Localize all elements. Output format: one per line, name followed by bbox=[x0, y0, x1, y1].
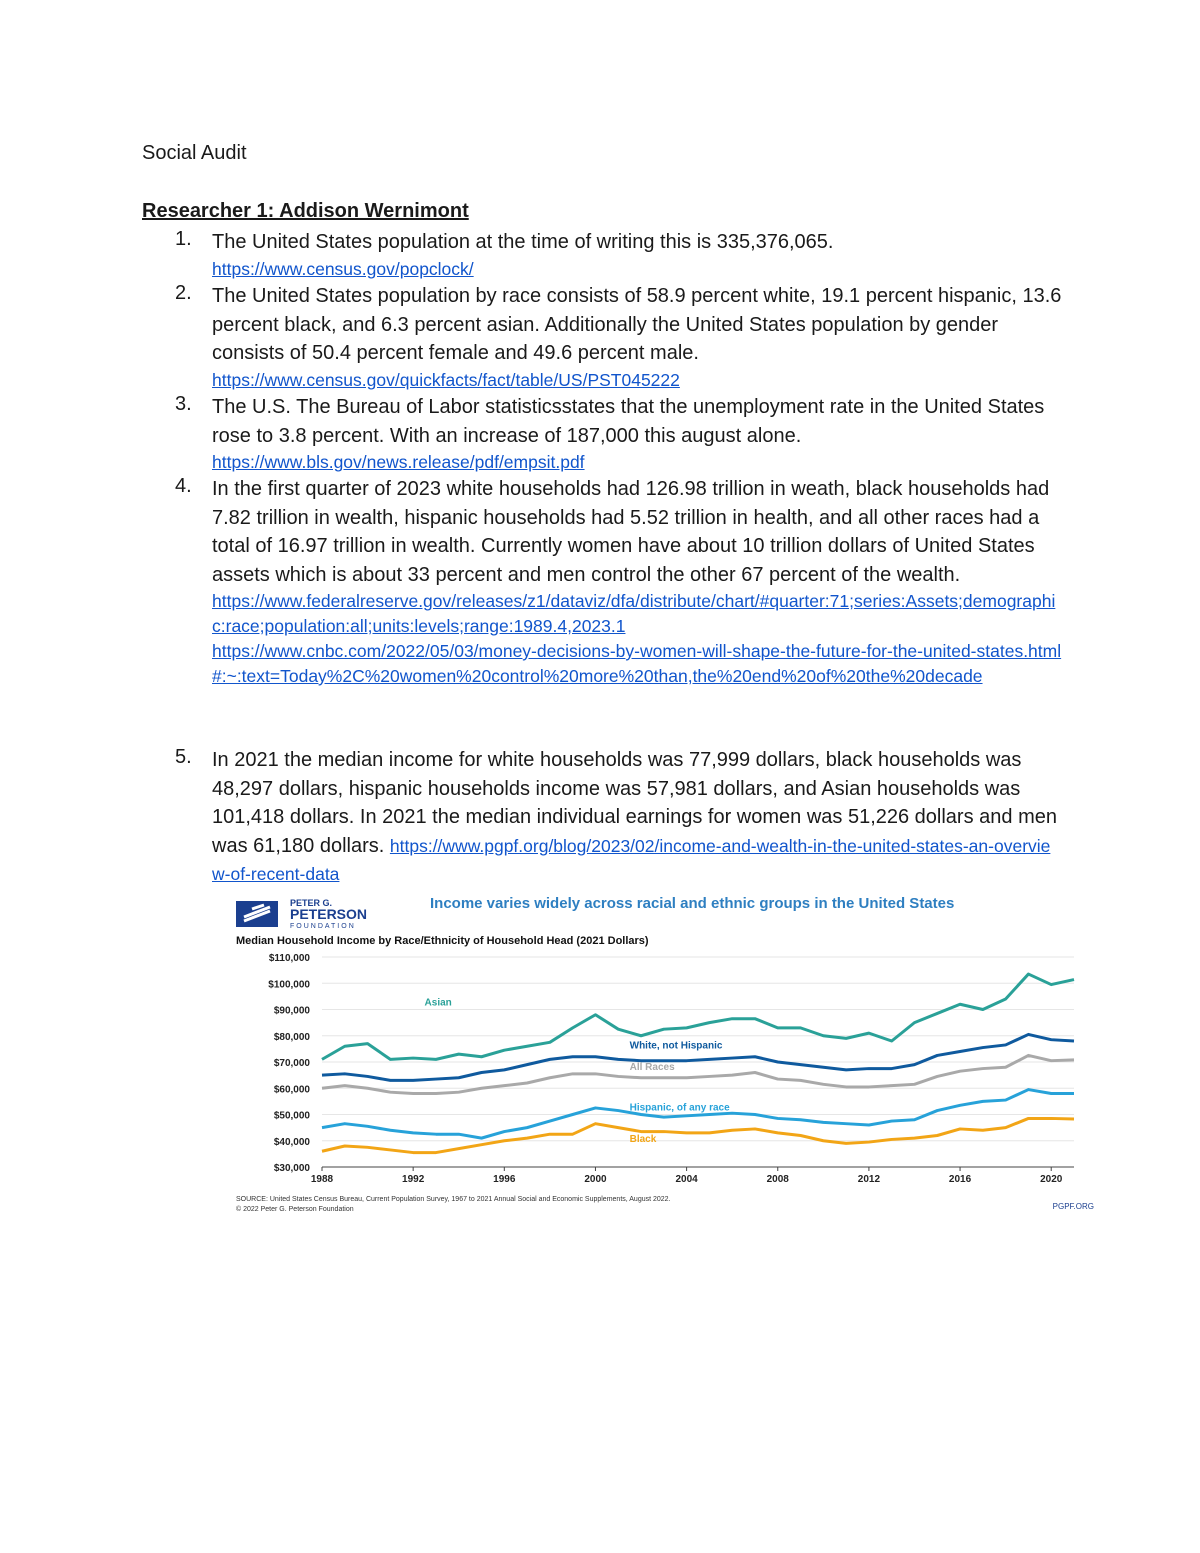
x-tick-label: 1996 bbox=[493, 1174, 516, 1185]
y-tick-label: $50,000 bbox=[273, 1110, 310, 1122]
y-tick-label: $110,000 bbox=[268, 953, 310, 964]
series-label: Black bbox=[629, 1134, 657, 1146]
plot-area bbox=[268, 953, 1074, 1185]
chart-headline: Income varies widely across racial and ethnic groups in the United States bbox=[430, 895, 955, 912]
y-tick-label: $40,000 bbox=[273, 1136, 310, 1148]
list-text: The United States population by race consists of 58.9 percent white, 19.1 percent hispanic, 13.6 percent black, and 6.3 percent asian. Additionally the United States population by gender consists of 50.4 percent female and 49.6 percent male. bbox=[212, 285, 1062, 364]
researcher-1-heading: Researcher 1: Addison Wernimont bbox=[142, 200, 469, 222]
x-tick-label: 2004 bbox=[675, 1174, 698, 1185]
y-tick-label: $100,000 bbox=[268, 979, 310, 991]
list-text: In the first quarter of 2023 white households had 126.98 trillion in weath, black households had 7.82 trillion in wealth, hispanic households had 5.52 trillion in health, and all other races had a total of 16.97 trillion in wealth. Currently women have about 10 trillion dollars of United States assets which is about 33 percent and men control the other 67 percent of the wealth. bbox=[212, 478, 1050, 586]
series-label: White, not Hispanic bbox=[629, 1040, 723, 1052]
series-line-hispanic-of-any-race bbox=[322, 1090, 1074, 1139]
x-tick-label: 2012 bbox=[857, 1174, 881, 1185]
logo-line-3: FOUNDATION bbox=[290, 923, 356, 930]
series-label: All Races bbox=[629, 1061, 675, 1073]
chart-title: Median Household Income by Race/Ethnicity of Household Head (2021 Dollars) bbox=[236, 935, 649, 947]
y-tick-label: $60,000 bbox=[273, 1084, 310, 1096]
y-tick-label: $70,000 bbox=[273, 1058, 310, 1069]
chart-site: PGPF.ORG bbox=[1052, 1202, 1094, 1211]
x-tick-label: 2016 bbox=[948, 1174, 972, 1185]
source-link[interactable]: https://www.federalreserve.gov/releases/z1/dataviz/dfa/distribute/chart/#quarter:71;series:Assets;demographic:race;population:all;units:levels;range:1989.4,2023.1 bbox=[212, 591, 1056, 636]
list-number: 2. bbox=[175, 282, 192, 304]
source-link[interactable]: https://www.cnbc.com/2022/05/03/money-decisions-by-women-will-shape-the-future-for-the-united-states.html#:~:text=Today%2C%20women%20control%20more%20than,the%20end%20of%20the%20decade bbox=[212, 641, 1062, 686]
list-number: 3. bbox=[175, 393, 192, 415]
series-label: Hispanic, of any race bbox=[629, 1102, 730, 1114]
y-tick-label: $30,000 bbox=[273, 1163, 310, 1174]
x-tick-label: 2000 bbox=[584, 1174, 607, 1185]
income-chart-figure bbox=[232, 893, 1100, 1215]
list-number: 1. bbox=[175, 228, 192, 250]
list-text: In 2021 the median income for white households was 77,999 dollars, black households was 48,297 dollars, hispanic households income was 57,981 dollars, and Asian households was 101,418 dollars. In 2021 the median individual earnings for women was 51,226 dollars and men was 61,180 dollars. bbox=[212, 749, 1057, 857]
list-number: 5. bbox=[175, 746, 192, 768]
chart-headline-box bbox=[430, 895, 1090, 935]
y-tick-label: $80,000 bbox=[273, 1031, 310, 1043]
document-title: Social Audit bbox=[142, 142, 247, 164]
source-link[interactable]: https://www.bls.gov/news.release/pdf/empsit.pdf bbox=[212, 452, 585, 472]
y-tick-label: $90,000 bbox=[273, 1005, 310, 1017]
logo-mark-icon bbox=[236, 901, 278, 927]
list-text: The United States population at the time of writing this is 335,376,065. bbox=[212, 231, 834, 253]
source-link[interactable]: https://www.census.gov/quickfacts/fact/table/US/PST045222 bbox=[212, 369, 680, 390]
x-tick-label: 2008 bbox=[766, 1174, 789, 1185]
income-line-chart bbox=[232, 893, 1100, 1215]
source-link[interactable]: https://www.pgpf.org/blog/2023/02/income-and-wealth-in-the-united-states-an-overview-of-recent-data bbox=[212, 835, 1051, 884]
logo-line-1: PETER G. bbox=[290, 898, 333, 908]
x-tick-label: 1988 bbox=[310, 1174, 334, 1185]
chart-copyright: © 2022 Peter G. Peterson Foundation bbox=[236, 1206, 354, 1213]
source-link[interactable]: https://www.census.gov/popclock/ bbox=[212, 258, 474, 279]
list-text: The U.S. The Bureau of Labor statisticsstates that the unemployment rate in the United States rose to 3.8 percent. With an increase of 187,000 this august alone. bbox=[212, 396, 1045, 447]
series-label: Asian bbox=[424, 997, 452, 1009]
x-tick-label: 2020 bbox=[1040, 1174, 1063, 1185]
chart-source: SOURCE: United States Census Bureau, Current Population Survey, 1967 to 2021 Annual Social and Economic Supplements, August 2022. bbox=[236, 1196, 671, 1203]
list-number: 4. bbox=[175, 475, 192, 497]
x-tick-label: 1992 bbox=[402, 1174, 425, 1185]
logo-line-2: PETERSON bbox=[290, 906, 368, 922]
